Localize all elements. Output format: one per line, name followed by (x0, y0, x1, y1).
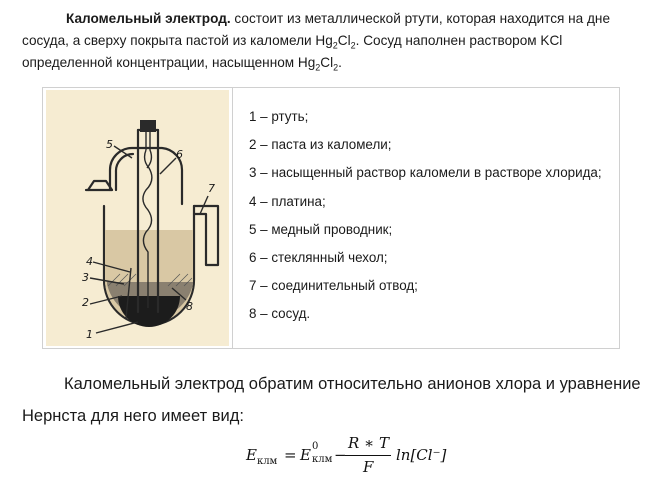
diagram-label-4: 4 (86, 255, 93, 268)
formula-minus: − (334, 446, 347, 464)
intro-text: Cl (337, 33, 351, 48)
diagram-label-3: 3 (82, 271, 89, 284)
formula-log-term: ln[Cl⁻] (396, 446, 447, 464)
tube-stopper (140, 120, 156, 132)
formula-numerator: R ∗ T (348, 434, 390, 452)
diagram-label-5: 5 (106, 138, 113, 151)
intro-text: . Сосуд наполнен раствором KCl определенной концентрации, насыщенном Hg (22, 33, 563, 70)
legend-item: 1 – ртуть; (249, 109, 309, 124)
subscript: 2 (332, 40, 338, 51)
formula-denominator: F (363, 458, 374, 476)
diagram-label-6: 6 (176, 148, 183, 161)
formula-lhs: $E_{клм}$ (246, 446, 278, 467)
outer-tube-right (110, 148, 182, 204)
funnel-cap (88, 181, 112, 190)
legend-list (249, 103, 602, 329)
diagram-label-1: 1 (86, 328, 93, 341)
formula-e0: E (300, 446, 311, 464)
legend-item: 4 – платина; (249, 193, 326, 209)
intro-text: состоит из металлической ртути, которая находится на дне сосуда, а сверху покрыта пастой из каломели Hg (22, 11, 610, 48)
subscript: 2 (333, 62, 339, 73)
fraction-line (345, 455, 391, 456)
legend-item: 3 – насыщенный раствор каломели в растворе хлорида; (249, 165, 602, 181)
legend-item: 8 – сосуд. (249, 306, 311, 322)
table-divider (232, 88, 233, 348)
legend-item: 6 – стеклянный чехол; (249, 249, 388, 265)
diagram-label-8: 8 (186, 300, 193, 313)
figure-table (42, 87, 620, 349)
subscript: 2 (350, 40, 356, 51)
nernst-paragraph (22, 368, 652, 432)
subscript: 2 (315, 62, 321, 73)
legend-item: 5 – медный проводник; (249, 221, 393, 237)
nernst-formula (246, 434, 486, 480)
formula-e0-sup: 0 (312, 441, 319, 452)
legend-item: 2 – паста из каломели; (249, 137, 392, 153)
legend-item: 7 – соединительный отвод; (249, 278, 418, 294)
formula-equals: = (284, 446, 297, 464)
intro-text: . (338, 55, 342, 70)
formula-e0-sub: клм (312, 454, 333, 465)
diagram-label-2: 2 (82, 296, 89, 309)
nernst-text: Каломельный электрод обратим относительно анионов хлора и уравнение Нернста для него имеет вид: (22, 375, 641, 425)
side-arm (194, 206, 218, 265)
intro-paragraph (22, 8, 642, 74)
calomel-electrode-term: Каломельный электрод. (66, 11, 231, 26)
calomel-electrode-diagram (46, 90, 229, 346)
intro-text: Cl (320, 55, 334, 70)
diagram-label-7: 7 (208, 182, 215, 195)
electrode-drawing (46, 90, 229, 346)
